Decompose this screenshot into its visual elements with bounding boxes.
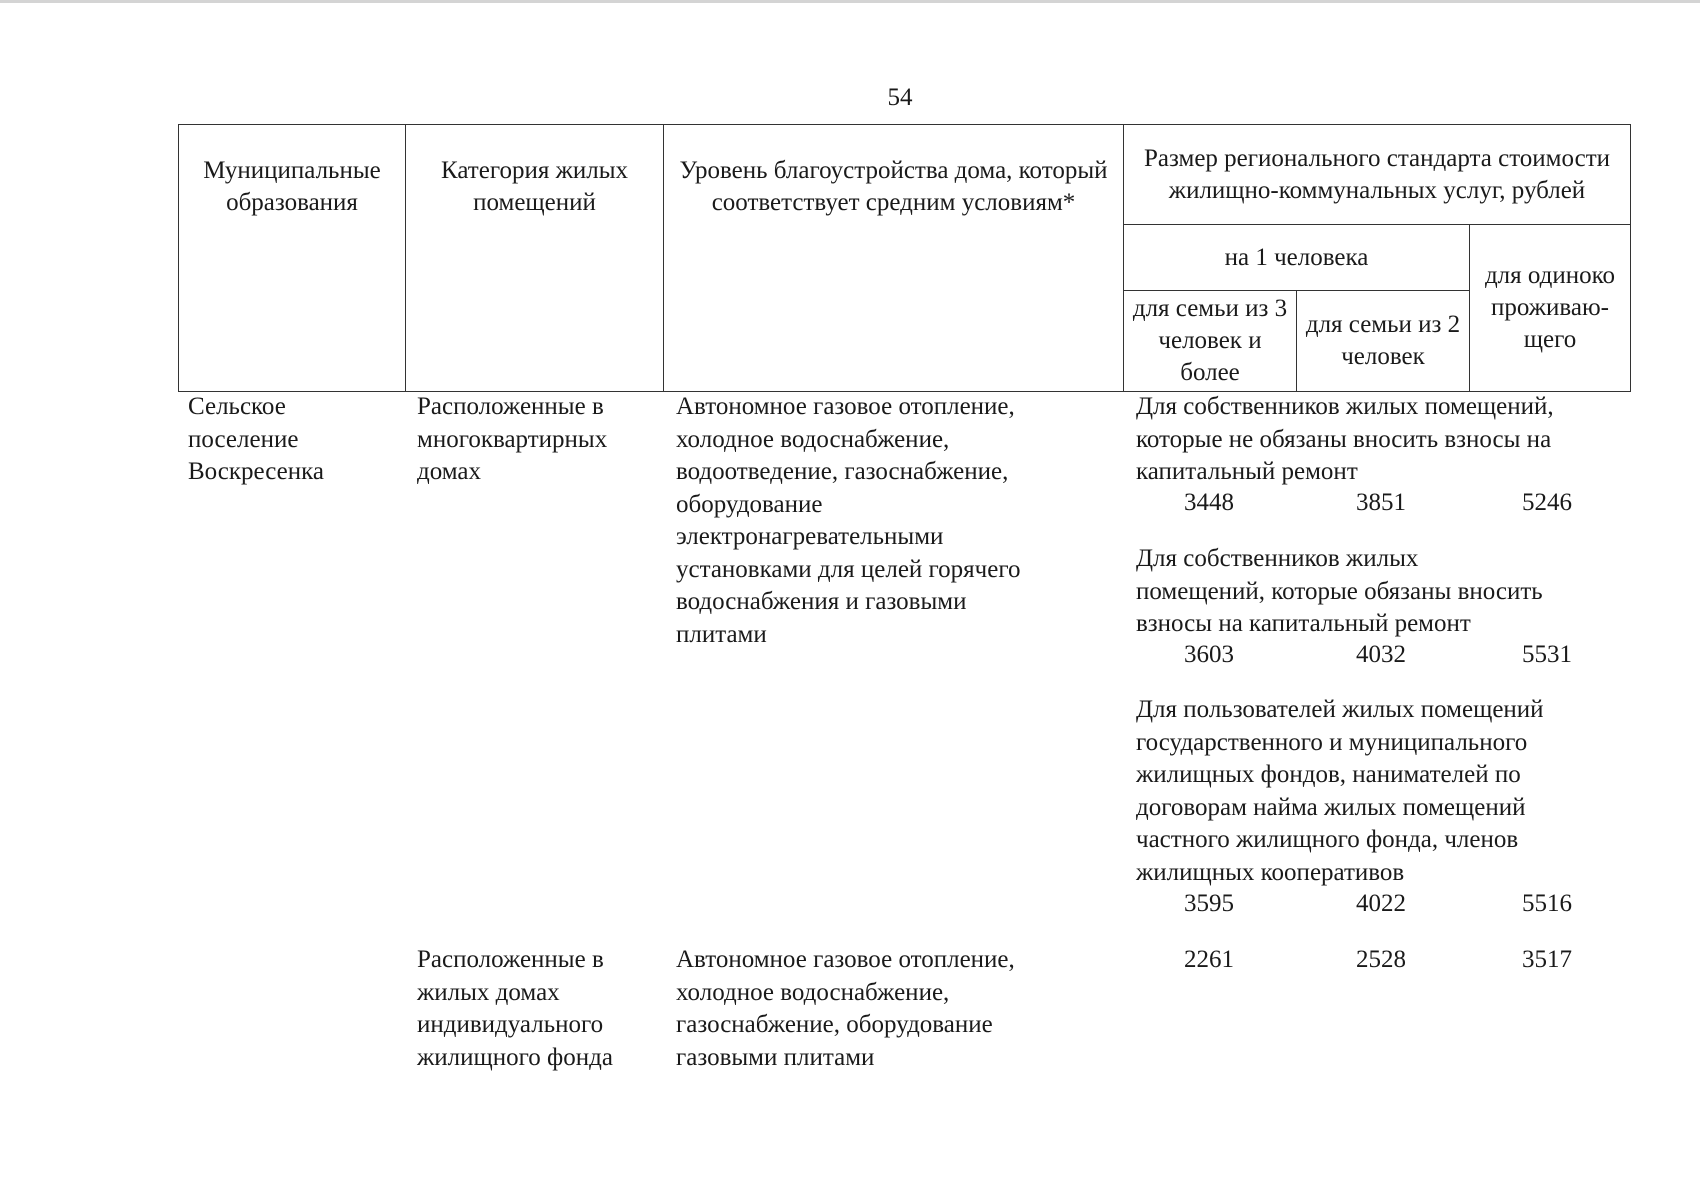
text-line: Для собственников жилых помещений,	[1136, 393, 1554, 420]
group1-label	[1136, 391, 1554, 489]
text-line: Воскресенка	[188, 458, 324, 485]
row2-value-family2: 2528	[1356, 946, 1406, 973]
header-per-person: на 1 человека	[1124, 225, 1470, 291]
header-municipality: Муниципальные образования	[179, 125, 406, 392]
text-line: Расположенные в	[417, 946, 604, 973]
text-line: поселение	[188, 425, 299, 453]
text-line: Автономное газовое отопление,	[676, 393, 1015, 420]
header-category: Категория жилых помещений	[406, 125, 664, 392]
text-line: государственного и муниципального	[1136, 728, 1528, 756]
text-line: Для собственников жилых	[1136, 545, 1419, 572]
text-line: капитальный ремонт	[1136, 458, 1358, 485]
text-line: оборудование	[676, 490, 823, 518]
text-line: водоснабжения и газовыми	[676, 588, 967, 615]
group1-value-family2: 3851	[1356, 489, 1406, 516]
header-family3: для семьи из 3 человек и более	[1124, 291, 1297, 392]
text-line: Расположенные в	[417, 393, 604, 420]
text-line: помещений, которые обязаны вносить	[1136, 577, 1543, 605]
text-line: установками для целей горячего	[676, 555, 1021, 583]
row2-category	[417, 944, 613, 1074]
text-line: жилищных кооперативов	[1136, 858, 1405, 886]
text-line: холодное водоснабжение,	[676, 978, 950, 1006]
row2-value-family3: 2261	[1184, 946, 1234, 973]
text-line: Сельское	[188, 393, 286, 420]
group2-value-family2: 4032	[1356, 641, 1406, 668]
text-line: плитами	[676, 620, 767, 648]
text-line: жилых домах	[417, 978, 560, 1006]
text-line: домах	[417, 458, 481, 485]
row1-category	[417, 391, 607, 489]
text-line: Для пользователей жилых помещений	[1136, 696, 1544, 723]
text-line: газоснабжение, оборудование	[676, 1011, 993, 1038]
row1-level	[676, 391, 1020, 651]
text-line: жилищного фонда	[417, 1043, 613, 1071]
text-line: которые не обязаны вносить взносы на	[1136, 425, 1552, 453]
text-line: многоквартирных	[417, 425, 608, 453]
text-line: индивидуального	[417, 1011, 604, 1038]
group3-label	[1136, 694, 1544, 889]
table-header	[178, 124, 1631, 392]
row2-value-single: 3517	[1522, 946, 1572, 973]
group3-value-family2: 4022	[1356, 890, 1406, 917]
header-family2: для семьи из 2 человек	[1297, 291, 1470, 392]
group1-value-single: 5246	[1522, 489, 1572, 516]
text-line: договорам найма жилых помещений	[1136, 793, 1526, 821]
text-line: Автономное газовое отопление,	[676, 946, 1015, 973]
group1-value-family3: 3448	[1184, 489, 1234, 516]
header-level: Уровень благоустройства дома, который соответствует средним условиям*	[664, 125, 1124, 392]
text-line: газовыми плитами	[676, 1043, 875, 1071]
municipality-cell	[188, 391, 324, 489]
group2-label	[1136, 543, 1543, 641]
text-line: электронагревательными	[676, 523, 944, 550]
text-line: холодное водоснабжение,	[676, 425, 950, 453]
text-line: частного жилищного фонда, членов	[1136, 826, 1519, 853]
scan-edge-line	[0, 0, 1700, 3]
group2-value-single: 5531	[1522, 641, 1572, 668]
page-number: 54	[887, 84, 913, 111]
text-line: водоотведение, газоснабжение,	[676, 458, 1009, 485]
header-single: для одиноко проживаю-щего	[1470, 225, 1631, 392]
group2-value-family3: 3603	[1184, 641, 1234, 668]
text-line: взносы на капитальный ремонт	[1136, 610, 1471, 637]
group3-value-family3: 3595	[1184, 890, 1234, 917]
header-size: Размер регионального стандарта стоимости жилищно-коммунальных услуг, рублей	[1124, 125, 1631, 225]
row2-level	[676, 944, 1015, 1074]
group3-value-single: 5516	[1522, 890, 1572, 917]
text-line: жилищных фондов, нанимателей по	[1136, 761, 1521, 788]
